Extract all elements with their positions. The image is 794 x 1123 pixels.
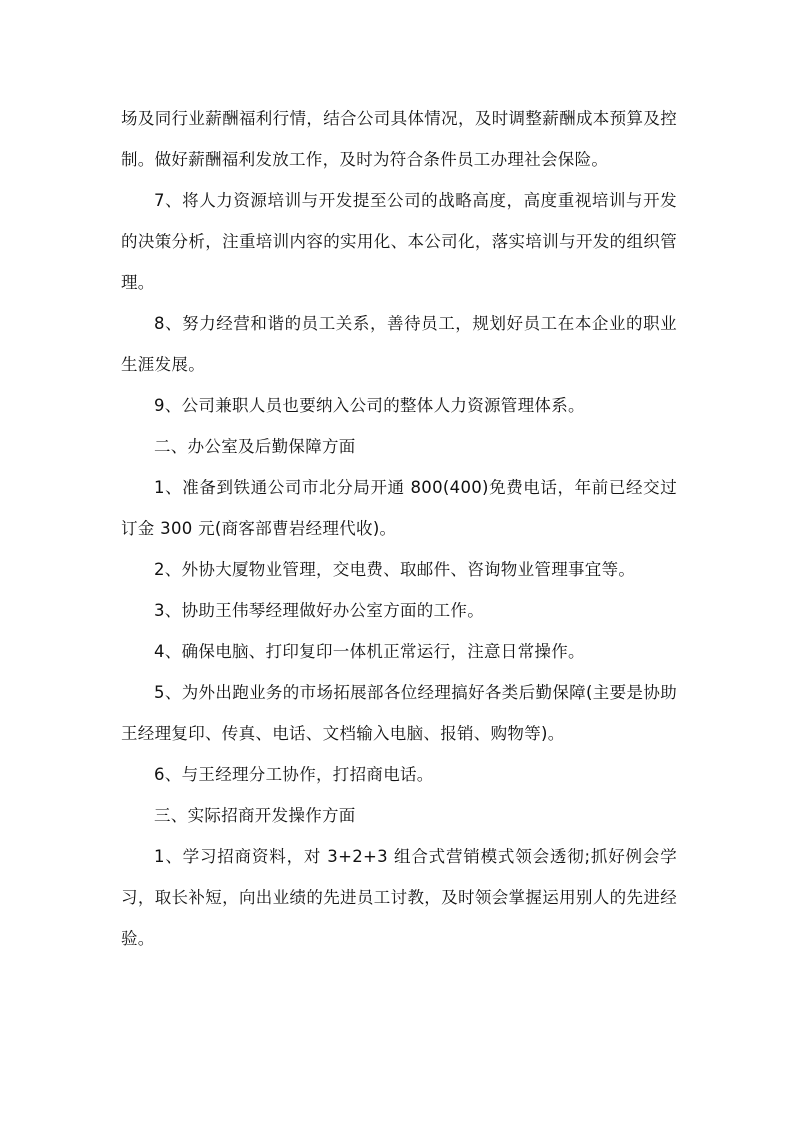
paragraph-office-item-2: 2、外协大厦物业管理，交电费、取邮件、咨询物业管理事宜等。 (154, 560, 636, 579)
paragraph-office-item-6: 6、与王经理分工协作，打招商电话。 (154, 765, 434, 784)
paragraph-item-9-part-time: 9、公司兼职人员也要纳入公司的整体人力资源管理体系。 (154, 396, 585, 415)
document-body (121, 98, 677, 959)
paragraph-office-item-4: 4、确保电脑、打印复印一体机正常运行，注意日常操作。 (154, 642, 585, 661)
paragraph-office-item-3: 3、协助王伟琴经理做好办公室方面的工作。 (154, 601, 484, 620)
paragraph-office-item-1: 1、准备到铁通公司市北分局开通 800(400)免费电话，年前已经交过订金 300 元(商客部曹岩经理代收)。 (121, 478, 677, 538)
paragraph-item-8-relations: 8、努力经营和谐的员工关系，善待员工，规划好员工在本企业的职业生涯发展。 (121, 314, 677, 374)
paragraph-item-7-training: 7、将人力资源培训与开发提至公司的战略高度，高度重视培训与开发的决策分析，注重培训内容的实用化、本公司化，落实培训与开发的组织管理。 (121, 191, 677, 292)
paragraph-office-item-5: 5、为外出跑业务的市场拓展部各位经理搞好各类后勤保障(主要是协助王经理复印、传真、电话、文档输入电脑、报销、购物等)。 (121, 683, 677, 743)
paragraph-investment-item-1: 1、学习招商资料，对 3+2+3 组合式营销模式领会透彻;抓好例会学习，取长补短，向出业绩的先进员工讨教，及时领会掌握运用别人的先进经验。 (121, 847, 677, 948)
section-heading-investment: 三、实际招商开发操作方面 (154, 806, 356, 825)
paragraph-salary-continuation: 场及同行业薪酬福利行情，结合公司具体情况，及时调整薪酬成本预算及控制。做好薪酬福利发放工作，及时为符合条件员工办理社会保险。 (121, 109, 677, 169)
section-heading-office: 二、办公室及后勤保障方面 (154, 437, 356, 456)
